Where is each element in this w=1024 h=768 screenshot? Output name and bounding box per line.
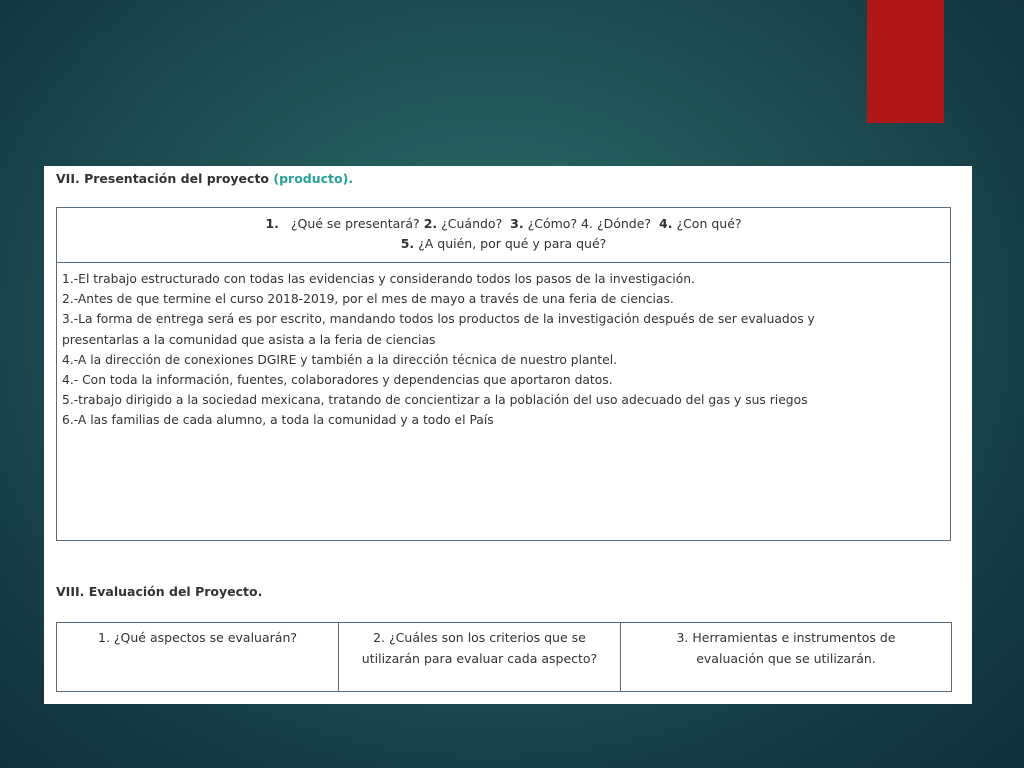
answer-line: 6.-A las familias de cada alumno, a toda la comunidad y a todo el País [62,413,494,428]
q3-number: 3. [510,216,524,231]
answer-line: 4.- Con toda la información, fuentes, colaboradores y dependencias que aportaron datos. [62,373,613,388]
section-7-title-text: VII. Presentación del proyecto [56,171,270,186]
table-row [57,623,952,692]
answer-line: 2.-Antes de que termine el curso 2018-2019, por el mes de mayo a través de una feria de ciencias. [62,292,674,307]
answer-line: presentarlas a la comunidad que asista a la feria de ciencias [62,332,436,347]
answer-line: 1.-El trabajo estructurado con todas las evidencias y considerando todos los pasos de la investigación. [62,272,695,286]
q5-text: ¿A quién, por qué y para qué? [418,236,607,251]
answers-box [56,262,951,541]
column-2-line-1: 2. ¿Cuáles son los criterios que se [373,630,586,645]
column-2-line-2: utilizarán para evaluar cada aspecto? [361,651,598,666]
column-3-line-1: 3. Herramientas e instrumentos de [676,630,896,645]
q1-number: 1. [265,216,279,231]
column-3-line-2: evaluación que se utilizarán. [696,651,876,666]
answer-line: 4.-A la dirección de conexiones DGIRE y también a la dirección técnica de nuestro plantel. [62,352,618,367]
q2-number: 2. [423,216,438,231]
evaluation-column-aspects [57,623,339,692]
document-image [44,166,972,704]
section-8-title: VIII. Evaluación del Proyecto. [56,584,263,599]
section-7-title [56,171,353,186]
column-1-text: 1. ¿Qué aspectos se evaluarán? [98,630,297,645]
evaluation-column-criteria [339,623,621,692]
q4-text: ¿Con qué? [676,216,742,231]
q3-text: ¿Cómo? 4. ¿Dónde? [527,216,652,231]
section-7-title-highlight: (producto). [273,171,354,186]
questions-line-2 [57,234,950,254]
red-accent-bar [867,0,944,123]
q1-text: ¿Qué se presentará? [290,216,420,231]
questions-box [56,207,951,263]
answer-line: 3.-La forma de entrega será es por escrito, mandando todos los productos de la investigación después de ser evaluados y [62,312,815,327]
q5-number: 5. [400,236,415,251]
answer-line: 5.-trabajo dirigido a la sociedad mexicana, tratando de concientizar a la población del uso adecuado del gas y sus riegos [62,393,808,408]
q2-text: ¿Cuándo? [441,216,503,231]
q4-number: 4. [659,216,673,231]
evaluation-table [56,622,952,692]
questions-line-1 [57,214,950,234]
evaluation-column-tools [621,623,952,692]
